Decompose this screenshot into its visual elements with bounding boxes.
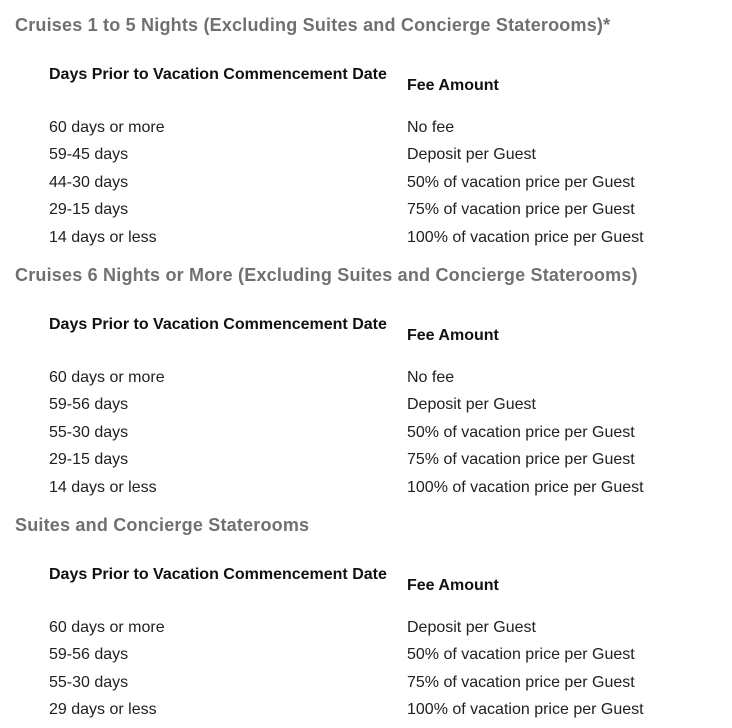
table-row: [49, 172, 689, 199]
column-header-days: Days Prior to Vacation Commencement Date: [49, 316, 387, 333]
days-cell: 29 days or less: [49, 701, 157, 719]
table-row: [49, 227, 689, 254]
section-heading-suites-concierge: Suites and Concierge Staterooms: [15, 515, 310, 535]
table-row: [49, 117, 689, 144]
days-cell: 44-30 days: [49, 173, 129, 191]
days-cell: 14 days or less: [49, 228, 157, 246]
fee-cell: Deposit per Guest: [407, 396, 536, 414]
fee-cell: Deposit per Guest: [407, 619, 536, 636]
table-row: [49, 144, 689, 171]
fee-cell: 100% of vacation price per Guest: [407, 228, 644, 246]
table-header-row: [49, 64, 689, 117]
fee-table-suites-concierge: [49, 564, 689, 727]
table-row: [49, 477, 689, 504]
table-row: [49, 422, 689, 449]
fee-cell: 75% of vacation price per Guest: [407, 451, 635, 469]
column-header-days: Days Prior to Vacation Commencement Date: [49, 66, 387, 83]
fee-cell: Deposit per Guest: [407, 146, 536, 164]
column-header-days: Days Prior to Vacation Commencement Date: [49, 566, 387, 583]
fee-table-cruises-1-to-5: [49, 64, 689, 254]
days-cell: 59-45 days: [49, 146, 129, 164]
fee-cell: 100% of vacation price per Guest: [407, 701, 644, 719]
table-row: [49, 449, 689, 476]
days-cell: 14 days or less: [49, 478, 157, 496]
days-cell: 55-30 days: [49, 423, 129, 441]
table-header-row: [49, 314, 689, 367]
days-cell: 60 days or more: [49, 619, 165, 636]
fee-cell: No fee: [407, 119, 455, 136]
days-cell: 55-30 days: [49, 673, 129, 691]
fee-table-cruises-6-or-more: [49, 314, 689, 504]
fee-cell: 50% of vacation price per Guest: [407, 646, 635, 664]
table-row: [49, 644, 689, 671]
days-cell: 59-56 days: [49, 396, 129, 414]
table-row: [49, 367, 689, 394]
table-row: [49, 699, 689, 726]
fee-cell: No fee: [407, 369, 455, 386]
column-header-fee: Fee Amount: [407, 577, 499, 594]
days-cell: 59-56 days: [49, 646, 129, 664]
fee-cell: 100% of vacation price per Guest: [407, 478, 644, 496]
table-header-row: [49, 564, 689, 617]
fee-cell: 50% of vacation price per Guest: [407, 423, 635, 441]
days-cell: 29-15 days: [49, 451, 129, 469]
column-header-fee: Fee Amount: [407, 77, 499, 94]
days-cell: 29-15 days: [49, 201, 129, 219]
section-heading-cruises-1-to-5: Cruises 1 to 5 Nights (Excluding Suites and Concierge Staterooms)*: [15, 15, 611, 35]
fee-cell: 75% of vacation price per Guest: [407, 673, 635, 691]
table-row: [49, 394, 689, 421]
table-row: [49, 672, 689, 699]
days-cell: 60 days or more: [49, 119, 165, 136]
fee-cell: 75% of vacation price per Guest: [407, 201, 635, 219]
section-heading-cruises-6-or-more: Cruises 6 Nights or More (Excluding Suites and Concierge Staterooms): [15, 265, 638, 285]
table-row: [49, 199, 689, 226]
column-header-fee: Fee Amount: [407, 327, 499, 344]
table-row: [49, 617, 689, 644]
fee-cell: 50% of vacation price per Guest: [407, 173, 635, 191]
days-cell: 60 days or more: [49, 369, 165, 386]
